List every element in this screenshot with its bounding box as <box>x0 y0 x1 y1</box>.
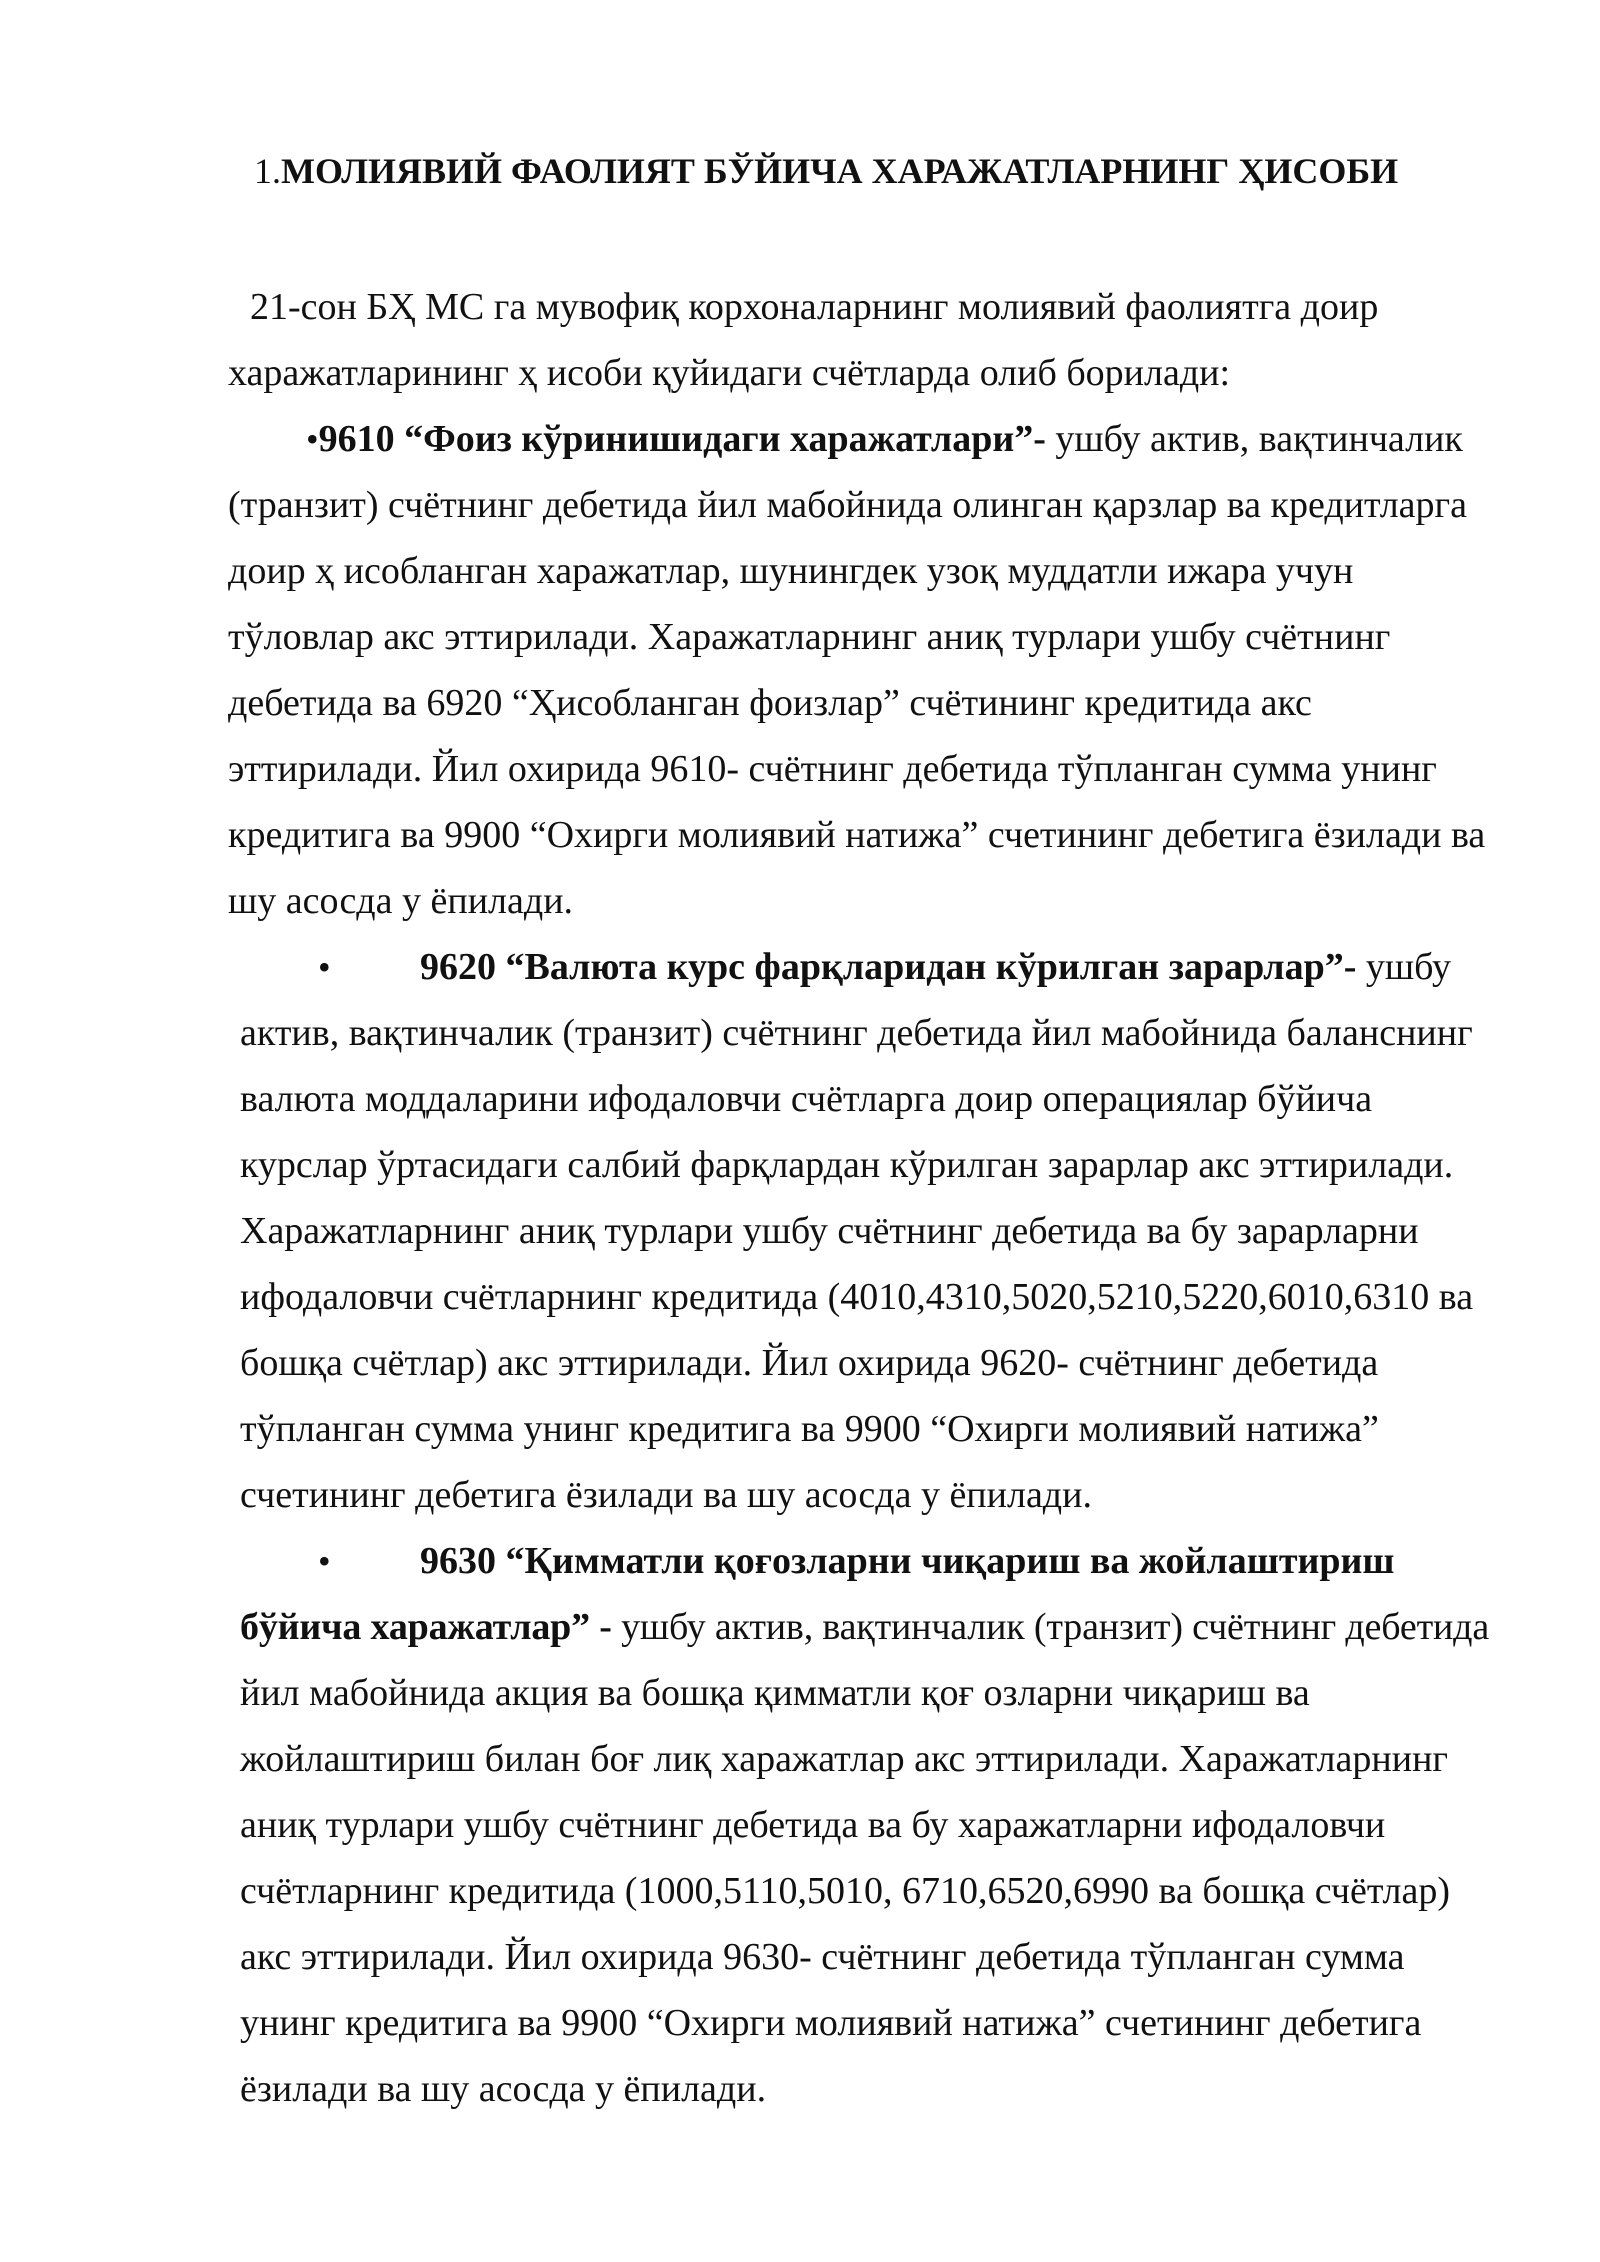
section-9630-line: ёзилади ва шу асосда у ёпилади. <box>240 2068 767 2110</box>
section-9610-heading: 9610 “Фоиз кўринишидаги харажатлари”- <box>318 418 1046 460</box>
section-9610-rest: ушбу актив, вақтинчалик <box>1045 418 1463 460</box>
section-9630-heading: 9630 “Қимматли қоғозларни чиқариш ва жойлаштириш <box>420 1540 1395 1582</box>
page-title <box>254 148 1398 194</box>
title-text: МОЛИЯВИЙ ФАОЛИЯТ БЎЙИЧА ХАРАЖАТЛАРНИНГ ҲИСОБИ <box>281 151 1399 191</box>
section-9630-line: жойлаштириш билан боғ лиқ харажатлар акс эттирилади. Харажатларнинг <box>240 1738 1448 1780</box>
section-9620-first-line <box>420 944 1488 990</box>
section-9630-line: акс эттирилади. Йил охирида 9630- счётнинг дебетида тўпланган сумма <box>240 1936 1405 1978</box>
section-9610-line: дебетида ва 6920 “Ҳисобланган фоизлар” счётининг кредитида акс <box>228 682 1312 724</box>
section-9620-line: валюта моддаларини ифодаловчи счётларга доир операциялар бўйича <box>240 1078 1373 1120</box>
section-9610-line: доир ҳ исобланган харажатлар, шунингдек узоқ муддатли ижара учун <box>228 550 1354 592</box>
section-9620-rest: ушбу <box>1356 946 1452 988</box>
section-9620-heading: 9620 “Валюта курс фарқларидан кўрилган зарарлар”- <box>420 946 1357 988</box>
section-9610-line: тўловлар акс эттирилади. Харажатларнинг аниқ турлари ушбу счётнинг <box>228 616 1391 658</box>
section-9610-first-line <box>306 416 1488 462</box>
title-number: 1. <box>254 151 281 191</box>
section-9630-heading-end: бўйича харажатлар” - <box>240 1606 612 1648</box>
section-9630-line: унинг кредитига ва 9900 “Охирги молиявий натижа” счетининг дебетига <box>240 2002 1422 2044</box>
section-9630-rest: ушбу актив, вақтинчалик (транзит) счётнинг дебетида <box>611 1606 1490 1648</box>
section-9620-line: тўпланган сумма унинг кредитига ва 9900 “Охирги молиявий натижа” <box>240 1408 1379 1450</box>
intro-line-2: харажатларининг ҳ исоби қуйидаги счётларда олиб борилади: <box>228 352 1231 394</box>
section-9630-line: йил мабойнида акция ва бошқа қимматли қоғ озларни чиқариш ва <box>240 1672 1310 1714</box>
section-9610-line: эттирилади. Йил охирида 9610- счётнинг дебетида тўпланган сумма унинг <box>228 748 1437 790</box>
section-9630-line: аниқ турлари ушбу счётнинг дебетида ва бу харажатларни ифодаловчи <box>240 1804 1386 1846</box>
section-9630-first-line <box>420 1538 1488 1584</box>
section-9610-line: кредитига ва 9900 “Охирги молиявий натижа” счетининг дебетига ёзилади ва <box>228 814 1486 856</box>
section-9620-line: Харажатларнинг аниқ турлари ушбу счётнинг дебетида ва бу зарарларни <box>240 1210 1419 1252</box>
bullet-icon: • <box>318 947 331 987</box>
intro-line-1: 21-сон БҲ МС га мувофиқ корхоналарнинг молиявий фаолиятга доир <box>250 286 1379 328</box>
section-9620-line: счетининг дебетига ёзилади ва шу асосда у ёпилади. <box>240 1474 1092 1516</box>
section-9620-line: актив, вақтинчалик (транзит) счётнинг дебетида йил мабойнида баланснинг <box>240 1012 1473 1054</box>
section-9630-line: счётларнинг кредитида (1000,5110,5010, 6710,6520,6990 ва бошқа счётлар) <box>240 1870 1451 1912</box>
section-9610-line: (транзит) счётнинг дебетида йил мабойнида олинган қарзлар ва кредитларга <box>228 484 1467 526</box>
bullet-icon: • <box>318 1541 331 1581</box>
section-9620-line: курслар ўртасидаги салбий фарқлардан кўрилган зарарлар акс эттирилади. <box>240 1144 1454 1186</box>
section-9610-line: шу асосда у ёпилади. <box>228 880 574 922</box>
section-9620-line: бошқа счётлар) акс эттирилади. Йил охирида 9620- счётнинг дебетида <box>240 1342 1379 1384</box>
bullet-icon: • <box>306 419 319 459</box>
section-9630-second-line <box>240 1604 1488 1650</box>
section-9620-line: ифодаловчи счётларнинг кредитида (4010,4310,5020,5210,5220,6010,6310 ва <box>240 1276 1474 1318</box>
